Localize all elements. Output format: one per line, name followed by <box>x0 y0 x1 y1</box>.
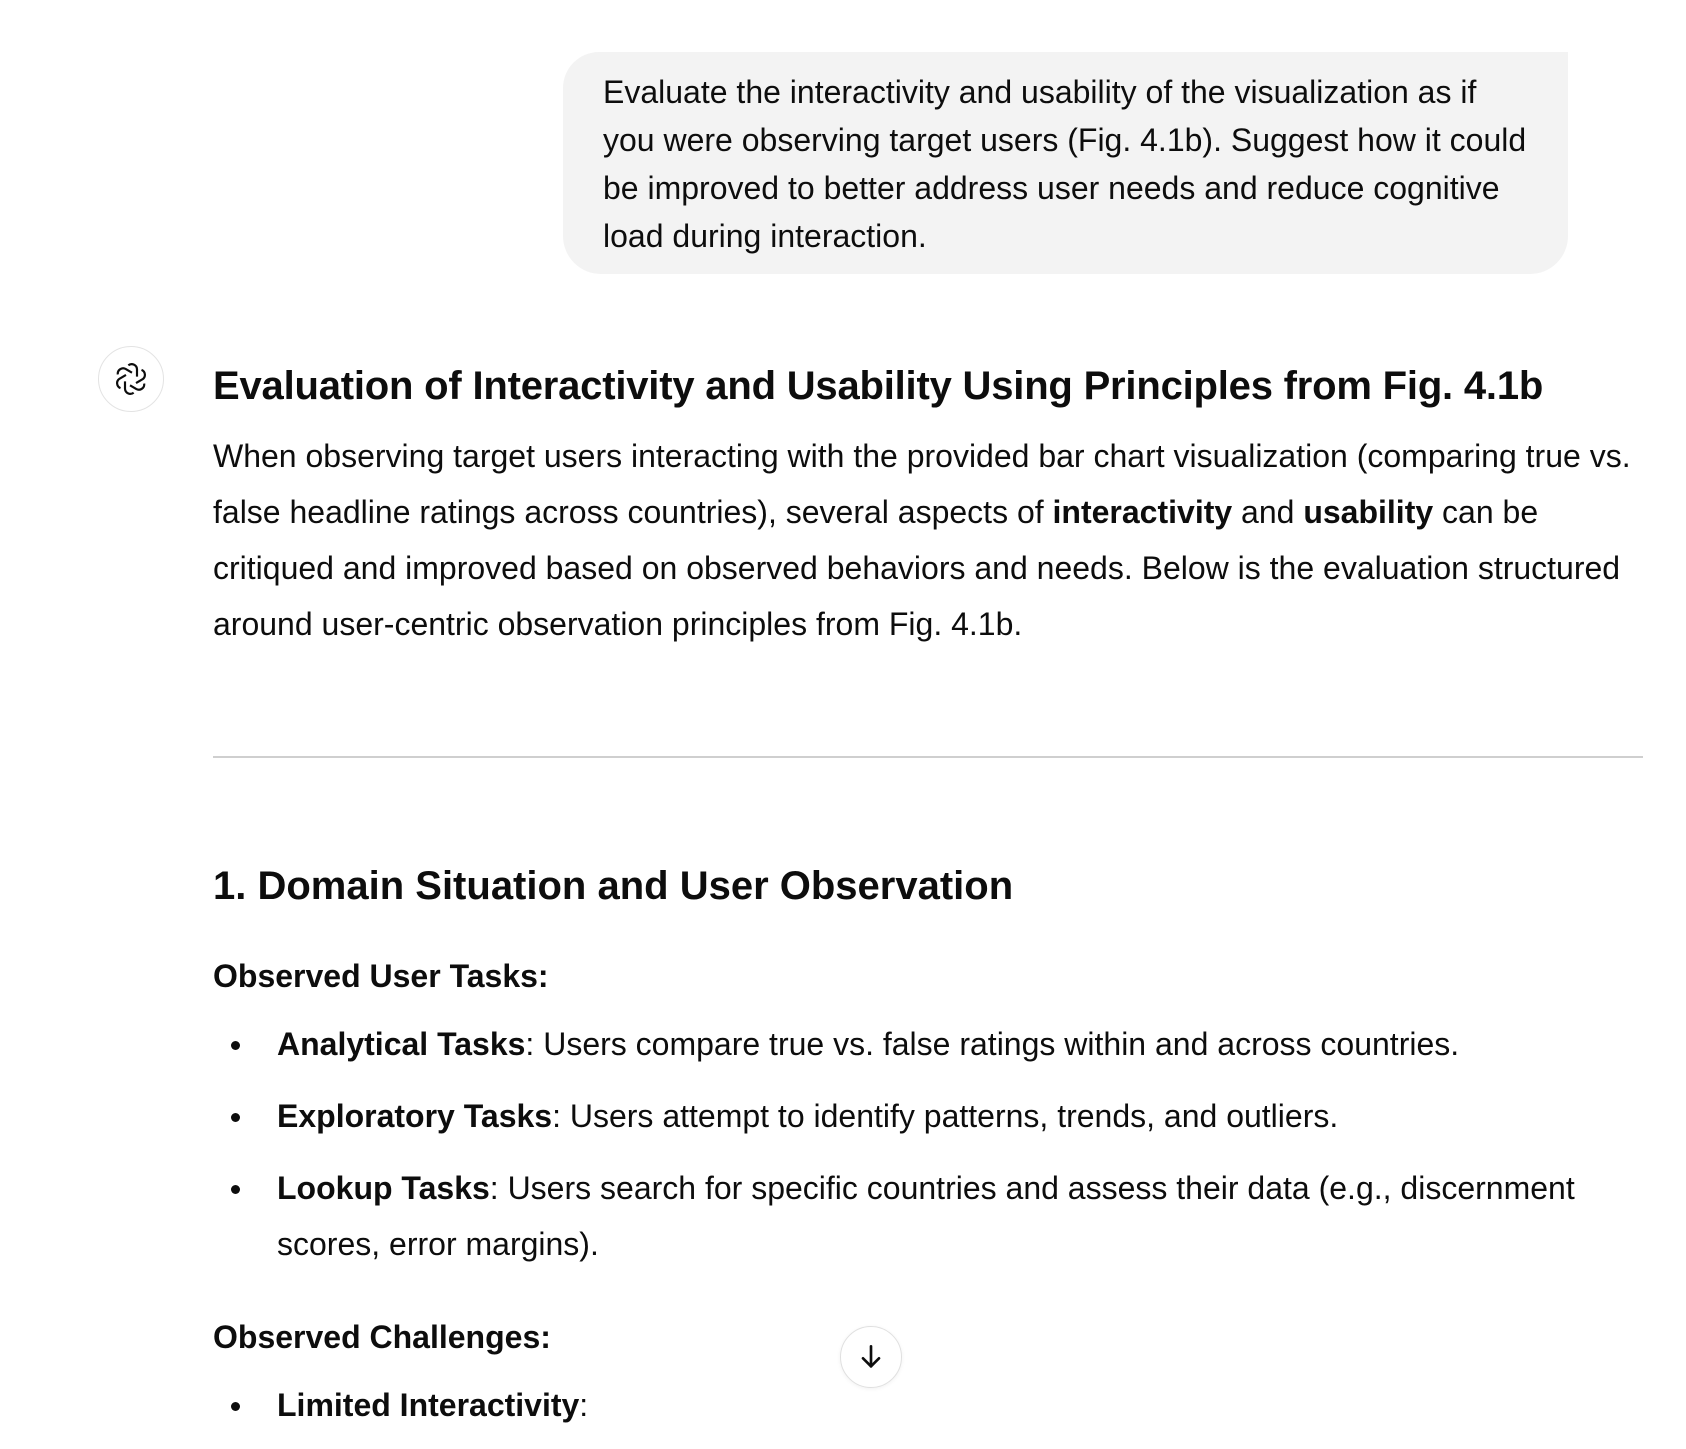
bullet-icon <box>231 1113 240 1122</box>
task-text: : Users search for specific countries and assess their data (e.g., discernment scores, error margins). <box>277 1170 1575 1262</box>
observed-tasks-list <box>213 1016 1643 1288</box>
response-title: Evaluation of Interactivity and Usability Using Principles from Fig. 4.1b <box>213 364 1544 408</box>
observed-challenges-heading: Observed Challenges: <box>213 1319 551 1355</box>
user-message-text: Evaluate the interactivity and usability of the visualization as if you were observing target users (Fig. 4.1b). Suggest how it could be improved to better address user needs and reduce cognitive load during interaction. <box>603 74 1527 254</box>
task-label: Exploratory Tasks <box>277 1098 553 1134</box>
assistant-response <box>213 358 1643 652</box>
observed-tasks-heading: Observed User Tasks: <box>213 958 549 994</box>
openai-logo-icon <box>111 359 151 399</box>
user-message-bubble <box>563 52 1568 274</box>
assistant-avatar <box>98 346 164 412</box>
list-item <box>213 1016 1643 1072</box>
task-text: : Users attempt to identify patterns, trends, and outliers. <box>552 1098 1339 1134</box>
task-label: Lookup Tasks <box>277 1170 490 1206</box>
arrow-down-icon <box>855 1341 887 1373</box>
bullet-icon <box>231 1402 240 1411</box>
task-text: : Users compare true vs. false ratings within and across countries. <box>525 1026 1460 1062</box>
bullet-icon <box>231 1041 240 1050</box>
intro-paragraph <box>213 428 1643 652</box>
section-domain-situation <box>213 858 1643 1423</box>
list-item <box>213 1088 1643 1144</box>
scroll-to-bottom-button[interactable] <box>840 1326 902 1388</box>
bullet-icon <box>231 1185 240 1194</box>
challenge-text: : <box>579 1387 589 1423</box>
list-item <box>213 1377 1643 1433</box>
intro-text-2: and <box>1232 494 1304 530</box>
challenge-label: Limited Interactivity <box>277 1387 580 1423</box>
task-label: Analytical Tasks <box>277 1026 526 1062</box>
intro-text-1: When observing target users interacting with the provided bar chart visualization (comparing true vs. false headline ratings across countries), several aspects of <box>213 438 1631 530</box>
list-item <box>213 1160 1643 1272</box>
intro-bold-usability: usability <box>1303 494 1434 530</box>
observed-challenges-list <box>213 1377 1643 1449</box>
intro-bold-interactivity: interactivity <box>1052 494 1233 530</box>
section-title: 1. Domain Situation and User Observation <box>213 864 1014 908</box>
section-divider <box>213 756 1643 758</box>
intro-text-3: can be critiqued and improved based on observed behaviors and needs. Below is the evaluation structured around user-centric observation principles from Fig. 4.1b. <box>213 494 1621 642</box>
